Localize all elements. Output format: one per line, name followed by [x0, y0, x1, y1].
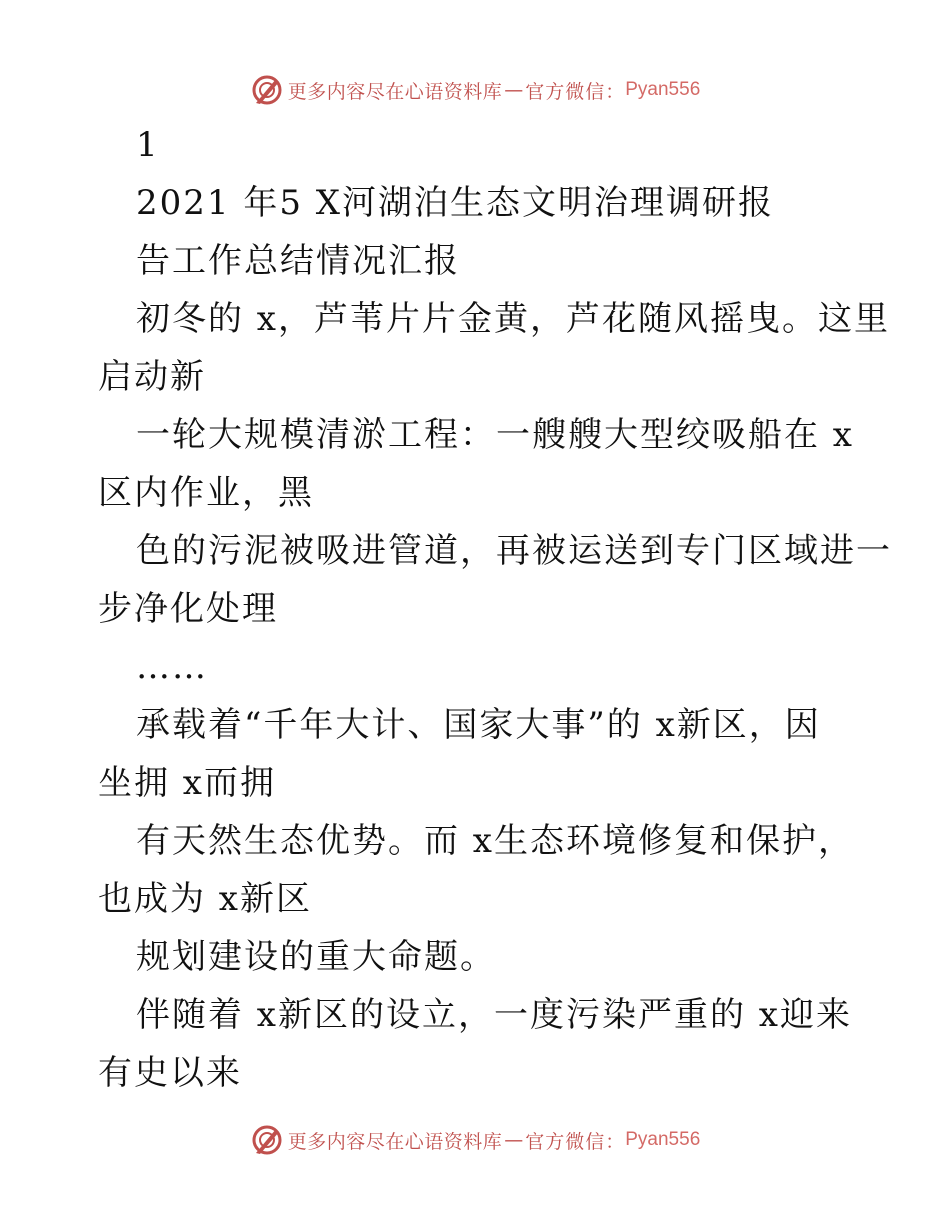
document-line: 步净化处理 [98, 589, 278, 629]
document-line: 规划建设的重大命题。 [136, 937, 496, 977]
document-line: …… [136, 647, 208, 687]
banner-dash: — [504, 1129, 524, 1151]
document-line: 有天然生态优势。而 x生态环境修复和保护， [136, 821, 854, 861]
banner-wechat-id: Pyan556 [625, 79, 701, 100]
document-line: 一轮大规模清淤工程：一艘艘大型绞吸船在 x [136, 415, 854, 455]
header-watermark-banner [0, 70, 950, 110]
quill-logo-icon [250, 1123, 284, 1157]
document-line: 也成为 x新区 [98, 879, 312, 919]
document-line: 色的污泥被吸进管道，再被运送到专门区域进一 [136, 531, 892, 571]
document-line: 区内作业，黑 [98, 473, 314, 513]
banner-main-text: 更多内容尽在心语资料库 [287, 1130, 503, 1153]
document-line: 初冬的 x，芦苇片片金黄，芦花随风摇曳。这里 [136, 299, 890, 339]
banner-main-text: 更多内容尽在心语资料库 [287, 80, 503, 103]
banner-wechat-id: Pyan556 [625, 1129, 701, 1150]
banner-dash: — [504, 79, 524, 101]
quill-logo-icon [250, 73, 284, 107]
footer-watermark-banner [0, 1120, 950, 1160]
document-line: 伴随着 x新区的设立，一度污染严重的 x迎来 [136, 995, 852, 1035]
document-line: 启动新 [98, 357, 206, 397]
document-line: 承载着“千年大计、国家大事”的 x新区，因 [136, 705, 821, 745]
document-body [98, 116, 892, 1102]
document-line: 有史以来 [98, 1053, 242, 1093]
document-line: 1 [136, 125, 160, 165]
document-line: 2021 年5 X河湖泊生态文明治理调研报 [136, 183, 774, 223]
banner-wechat-label: 官方微信： [525, 80, 626, 103]
banner-wechat-label: 官方微信： [525, 1130, 626, 1153]
document-line: 坐拥 x而拥 [98, 763, 276, 803]
document-line: 告工作总结情况汇报 [136, 241, 460, 281]
